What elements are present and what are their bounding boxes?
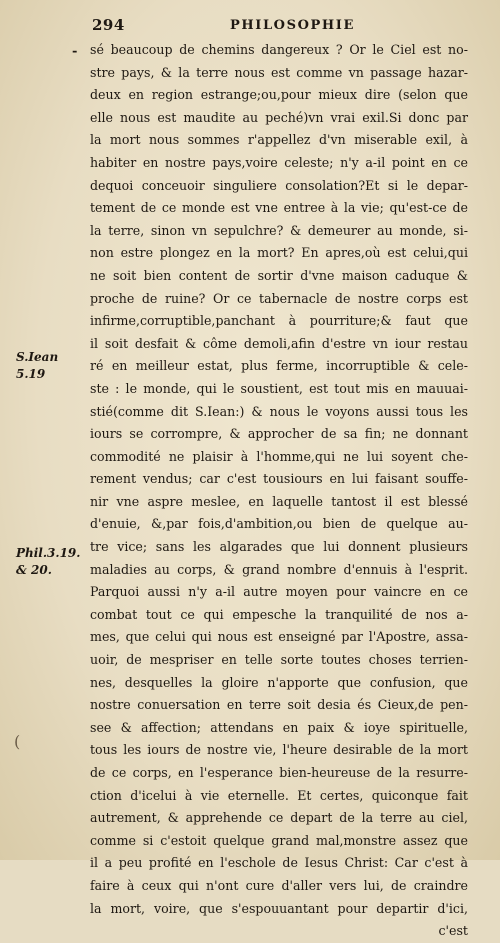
text-line: ne soit bien content de sortir d'vne maison caduque & — [90, 267, 468, 283]
text-line: proche de ruine? Or ce tabernacle de nostre corps est — [90, 290, 468, 306]
text-line: la mort nous sommes r'appellez d'vn miserable exil, à — [90, 132, 468, 148]
text-line: combat tout ce qui empesche la tranquilité de nos a- — [90, 606, 468, 622]
text-line: il a peu profité en l'eschole de Iesus Christ: Car c'est à — [90, 855, 468, 871]
text-line: elle nous est maudite au peché)vn vrai exil.Si donc par — [90, 109, 468, 125]
text-line: faire à ceux qui n'ont cure d'aller vers lui, de craindre — [90, 877, 468, 893]
text-line: tement de ce monde est vne entree à la vie; qu'est-ce de — [90, 200, 468, 216]
text-line: rement vendus; car c'est tousiours en lui faisant souffe- — [90, 471, 468, 487]
catchword: c'est — [438, 923, 468, 939]
text-line: nes, desquelles la gloire n'apporte que confusion, que — [90, 674, 468, 690]
margin-note-scripture-reference: Phil.3.19. & 20. — [16, 546, 81, 577]
text-line: d'enuie, &,par fois,d'ambition,ou bien de quelque au- — [90, 516, 468, 532]
text-line: de ce corps, en l'esperance bien-heureuse de la resurre- — [90, 765, 468, 780]
text-line: tre vice; sans les algarades que lui donnent plusieurs — [90, 539, 468, 555]
page-number: 294 — [92, 16, 125, 34]
text-line: Parquoi aussi n'y a-il autre moyen pour vaincre en ce — [90, 584, 468, 600]
text-line: see & affection; attendans en paix & ioye spirituelle, — [90, 719, 468, 735]
text-line: uoir, de mespriser en telle sorte toutes choses terrien- — [90, 652, 468, 668]
text-line: deux en region estrange;ou,pour mieux dire (selon que — [90, 87, 468, 103]
text-line: mes, que celui qui nous est enseigné par l'Apostre, assa- — [90, 629, 468, 645]
text-line: dequoi conceuoir singuliere consolation?Et si le depar- — [90, 177, 468, 193]
text-line: ction d'icelui à vie eternelle. Et certes, quiconque fait — [90, 787, 468, 803]
running-title: PHILOSOPHIE — [230, 18, 355, 33]
text-line: la terre, sinon vn sepulchre? & demeurer au monde, si- — [90, 222, 468, 238]
text-line: tous les iours de nostre vie, l'heure desirable de la mort — [90, 742, 468, 758]
text-line: non estre plongez en la mort? En apres,où est celui,qui — [90, 245, 468, 261]
text-line: maladies au corps, & grand nombre d'ennuis à l'esprit. — [90, 561, 468, 577]
text-line: nir vne aspre meslee, en laquelle tantost il est blessé — [90, 493, 468, 509]
text-line: habiter en nostre pays,voire celeste; n'y a-il point en ce — [90, 154, 468, 170]
margin-note-scripture-reference: S.Iean 5.19 — [16, 350, 59, 381]
text-line: stié(comme dit S.Iean:) & nous le voyons aussi tous les — [90, 403, 468, 419]
text-line: il soit desfait & côme demoli,afin d'estre vn iour restau — [90, 335, 468, 351]
text-line: nostre conuersation en terre soit desia és Cieux,de pen- — [90, 697, 468, 713]
line-start-mark: - — [72, 44, 78, 59]
text-line: comme si c'estoit quelque grand mal,monstre assez que — [90, 832, 468, 848]
page-header — [0, 14, 500, 40]
text-line: autrement, & apprehende ce depart de la terre au ciel, — [90, 810, 468, 826]
body-text — [90, 39, 468, 943]
text-line: sé beaucoup de chemins dangereux ? Or le Ciel est no- — [90, 42, 468, 57]
text-line: iours se corrompre, & approcher de sa fin; ne donnant — [90, 426, 468, 442]
margin-bracket: ( — [14, 732, 21, 751]
text-line: la mort, voire, que s'espouuantant pour departir d'ici, — [90, 900, 468, 916]
text-line: ste : le monde, qui le soustient, est tout mis en mauuai- — [90, 380, 468, 396]
text-line: infirme,corruptible,panchant à pourriture;& faut que — [90, 313, 468, 329]
text-line: commodité ne plaisir à l'homme,qui ne lui soyent che- — [90, 448, 468, 464]
text-line: stre pays, & la terre nous est comme vn passage hazar- — [90, 64, 468, 80]
text-line: ré en meilleur estat, plus ferme, incorruptible & cele- — [90, 358, 468, 374]
